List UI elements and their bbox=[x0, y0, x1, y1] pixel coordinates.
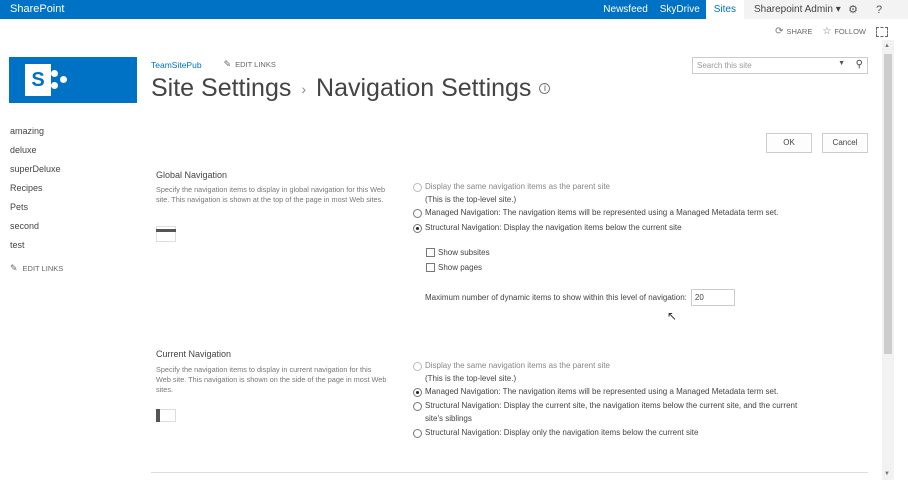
title-current: Navigation Settings bbox=[316, 74, 532, 102]
radio-current-structural-below[interactable] bbox=[413, 429, 422, 438]
edit-links-top[interactable] bbox=[224, 59, 276, 70]
quick-launch-item-deluxe[interactable]: deluxe bbox=[10, 145, 37, 155]
edit-links-label: EDIT LINKS bbox=[235, 60, 276, 69]
focus-on-content-icon[interactable] bbox=[876, 27, 888, 37]
global-option-structural-label: Structural Navigation: Display the navigation items below the current site bbox=[425, 223, 682, 232]
radio-current-structural-siblings[interactable] bbox=[413, 402, 422, 411]
suite-bar bbox=[0, 0, 908, 19]
follow-label: FOLLOW bbox=[834, 27, 866, 36]
radio-global-parent bbox=[413, 183, 422, 192]
scroll-thumb[interactable] bbox=[884, 54, 892, 354]
page-actions bbox=[775, 26, 888, 37]
suite-link-skydrive[interactable]: SkyDrive bbox=[659, 4, 700, 15]
cancel-button[interactable]: Cancel bbox=[822, 133, 868, 153]
global-option-parent bbox=[413, 182, 610, 192]
breadcrumb-site-link[interactable]: TeamSitePub bbox=[151, 59, 202, 70]
global-navigation-icon bbox=[156, 226, 176, 242]
share-button[interactable] bbox=[775, 26, 812, 37]
search-input[interactable]: Search this site bbox=[697, 61, 752, 70]
site-logo[interactable] bbox=[9, 57, 137, 103]
current-option-structural-siblings[interactable] bbox=[413, 401, 797, 411]
checkbox-box[interactable] bbox=[426, 263, 435, 272]
title-parent-link[interactable]: Site Settings bbox=[151, 74, 292, 102]
current-option-managed-label: Managed Navigation: The navigation items will be represented using a Managed Metadata term set. bbox=[425, 387, 779, 396]
radio-global-structural[interactable] bbox=[413, 224, 422, 233]
edit-links-left[interactable] bbox=[10, 263, 63, 274]
title-separator: › bbox=[301, 80, 307, 97]
global-option-parent-label: Display the same navigation items as the parent site bbox=[425, 182, 610, 191]
quick-launch-item-test[interactable]: test bbox=[10, 240, 25, 250]
current-option-parent bbox=[413, 361, 610, 371]
radio-current-managed[interactable] bbox=[413, 388, 422, 397]
gear-icon[interactable]: ⚙ bbox=[848, 4, 858, 16]
current-option-structural-siblings-label: Structural Navigation: Display the current site, the navigation items below the current site, and the current bbox=[425, 401, 798, 410]
current-option-structural-below[interactable] bbox=[413, 428, 698, 438]
show-pages-checkbox[interactable] bbox=[426, 263, 482, 272]
quick-launch bbox=[10, 126, 63, 274]
user-menu[interactable]: Sharepoint Admin ▾ bbox=[754, 4, 841, 15]
current-option-parent-note: (This is the top-level site.) bbox=[425, 374, 517, 383]
pencil-icon: ✎ bbox=[223, 59, 232, 69]
show-subsites-checkbox[interactable] bbox=[426, 248, 490, 257]
quick-launch-item-recipes[interactable]: Recipes bbox=[10, 183, 43, 193]
max-items-input[interactable]: 20 bbox=[691, 289, 735, 306]
global-option-managed[interactable] bbox=[413, 208, 778, 218]
show-pages-label: Show pages bbox=[438, 263, 483, 272]
current-option-parent-label: Display the same navigation items as the parent site bbox=[425, 361, 610, 370]
current-navigation-description: Specify the navigation items to display in current navigation for this Web site. This navigation is shown on the side of the page in most Web sites. bbox=[156, 365, 387, 394]
scroll-up-icon[interactable]: ▲ bbox=[884, 43, 890, 49]
follow-button[interactable] bbox=[822, 26, 866, 37]
search-icon[interactable]: ⚲ bbox=[855, 59, 863, 70]
checkbox-box[interactable] bbox=[426, 248, 435, 257]
help-button[interactable]: ? bbox=[875, 3, 883, 16]
radio-current-parent bbox=[413, 362, 422, 371]
logo-dots bbox=[51, 70, 69, 90]
star-icon: ☆ bbox=[822, 26, 832, 37]
vertical-scrollbar[interactable] bbox=[882, 40, 894, 480]
user-area bbox=[744, 0, 908, 19]
chevron-down-icon[interactable]: ▼ bbox=[838, 60, 845, 67]
mouse-cursor: ↖ bbox=[667, 309, 678, 323]
show-subsites-label: Show subsites bbox=[438, 248, 490, 257]
quick-launch-item-pets[interactable]: Pets bbox=[10, 202, 29, 212]
suite-link-newsfeed[interactable]: Newsfeed bbox=[603, 4, 648, 15]
radio-global-managed[interactable] bbox=[413, 209, 422, 218]
share-label: SHARE bbox=[786, 27, 813, 36]
sharepoint-brand[interactable]: SharePoint bbox=[10, 3, 65, 15]
global-option-structural[interactable] bbox=[413, 223, 682, 233]
info-icon[interactable]: i bbox=[539, 83, 550, 94]
share-icon: ⟳ bbox=[775, 26, 784, 37]
max-items-label: Maximum number of dynamic items to show within this level of navigation: bbox=[425, 293, 687, 302]
scroll-down-icon[interactable]: ▼ bbox=[884, 471, 890, 477]
global-navigation-description: Specify the navigation items to display in global navigation for this Web site. This navigation is shown at the top of the page in most Web sites. bbox=[156, 185, 386, 204]
section-divider bbox=[151, 472, 868, 473]
ok-button[interactable]: OK bbox=[766, 133, 812, 153]
quick-launch-item-second[interactable]: second bbox=[10, 221, 40, 231]
page-title bbox=[151, 74, 550, 103]
current-navigation-title: Current Navigation bbox=[156, 349, 232, 359]
pencil-icon: ✎ bbox=[10, 263, 18, 273]
suite-link-sites[interactable]: Sites bbox=[706, 0, 744, 19]
max-items-row bbox=[425, 289, 735, 306]
edit-links-left-label: EDIT LINKS bbox=[22, 264, 64, 273]
breadcrumb bbox=[151, 59, 276, 70]
search-box[interactable] bbox=[692, 57, 868, 74]
global-option-parent-note: (This is the top-level site.) bbox=[425, 195, 517, 204]
current-option-structural-below-label: Structural Navigation: Display only the navigation items below the current site bbox=[425, 428, 699, 437]
suite-links bbox=[597, 0, 744, 19]
global-option-managed-label: Managed Navigation: The navigation items will be represented using a Managed Metadata term set. bbox=[425, 208, 779, 217]
quick-launch-item-amazing[interactable]: amazing bbox=[10, 126, 45, 136]
global-navigation-title: Global Navigation bbox=[156, 170, 228, 180]
current-navigation-icon bbox=[156, 409, 176, 422]
quick-launch-item-superdeluxe[interactable]: superDeluxe bbox=[10, 164, 61, 174]
sharepoint-logo-icon: S bbox=[25, 64, 51, 96]
current-option-managed[interactable] bbox=[413, 387, 778, 397]
current-option-structural-siblings-line2: site's siblings bbox=[425, 414, 472, 423]
